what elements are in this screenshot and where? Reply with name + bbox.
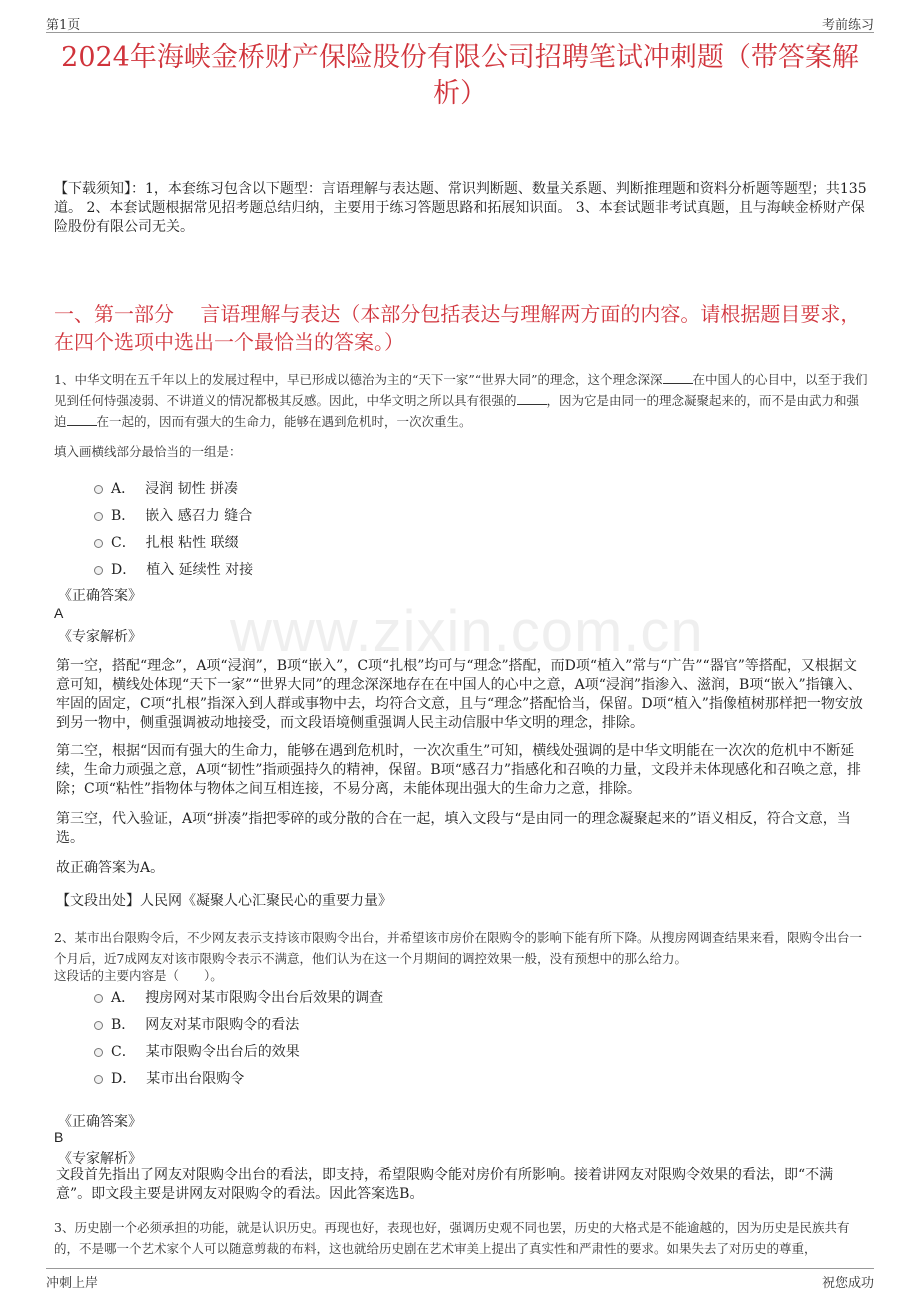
option-b[interactable]: B． 嵌入 感召力 缝合 (94, 501, 594, 528)
question-1-prompt: 填入画横线部分最恰当的一组是： (54, 444, 242, 459)
option-a[interactable]: A． 搜房网对某市限购令出台后效果的调查 (94, 983, 594, 1010)
footer-left: 冲刺上岸 (46, 1276, 99, 1291)
answer-label: 《正确答案》 (58, 588, 142, 604)
option-d[interactable]: D． 植入 延续性 对接 (94, 555, 594, 582)
download-notice: 【下载须知】：1，本套练习包含以下题型：言语理解与表达题、常识判断题、数量关系题、判断推理题和资料分析题等题型；共135道。 2、本套试题根据常见招考题总结归纳，主要用于练习答题思路和拓展知识面。 3、本套试题非考试真题，且与海峡金桥财产保险股份有限公司无关。 (54, 181, 867, 235)
blank-2 (517, 392, 547, 405)
analysis-label: 《专家解析》 (58, 629, 142, 645)
radio-icon[interactable] (94, 485, 103, 494)
option-c[interactable]: C． 扎根 粘性 联缀 (94, 528, 594, 555)
radio-icon[interactable] (94, 539, 103, 548)
radio-icon[interactable] (94, 566, 103, 575)
answer-label: 《正确答案》 (58, 1114, 142, 1130)
source-citation: 【文段出处】人民网《凝聚人心汇聚民心的重要力量》 (56, 893, 392, 909)
radio-icon[interactable] (94, 512, 103, 521)
option-b[interactable]: B． 网友对某市限购令的看法 (94, 1010, 594, 1037)
analysis-conclusion: 故正确答案为A。 (56, 860, 165, 876)
analysis-paragraph: 第二空，根据“因而有强大的生命力，能够在遇到危机时，一次次重生”可知，横线处强调的是中华文明能在一次次的危机中不断延续，生命力顽强之意，A项“韧性”指顽强持久的精神，保留。B项“感召力”指感化和召唤的力量，文段并未体现感化和召唤之意，排除；C项“粘性”指物体与物体之间互相连接，不易分离，未能体现出强大的生命力之意，排除。 (56, 743, 862, 797)
footer-right: 祝您成功 (821, 1276, 874, 1291)
radio-icon[interactable] (94, 994, 103, 1003)
page-footer (46, 1272, 874, 1290)
question-2-options (94, 983, 594, 1091)
answer-value: B (54, 1129, 64, 1145)
radio-icon[interactable] (94, 1075, 103, 1084)
page-header (46, 14, 874, 32)
section-title: 一、第一部分 言语理解与表达（本部分包括表达与理解两方面的内容。请根据题目要求，在四个选项中选出一个最恰当的答案。） (54, 302, 861, 354)
question-2-prompt: 这段话的主要内容是（ ）。 (54, 968, 223, 983)
watermark: www.zixin.com.cn (230, 599, 704, 664)
option-d[interactable]: D． 某市出台限购令 (94, 1064, 594, 1091)
analysis-paragraph: 第三空，代入验证，A项“拼凑”指把零碎的或分散的合在一起，填入文段与“是由同一的理念凝聚起来的”语义相反，符合文意，当选。 (56, 811, 851, 846)
option-c[interactable]: C． 某市限购令出台后的效果 (94, 1037, 594, 1064)
radio-icon[interactable] (94, 1021, 103, 1030)
radio-icon[interactable] (94, 1048, 103, 1057)
header-divider (46, 32, 874, 33)
answer-value: A (54, 605, 64, 621)
analysis-label: 《专家解析》 (58, 1151, 142, 1167)
question-3-stem: 3、历史剧一个必须承担的功能，就是认识历史。再现也好，表现也好，强调历史观不同也罢，历史的大格式是不能逾越的，因为历史是民族共有的，不是哪一个艺术家个人可以随意剪裁的布料，这也就给历史剧在艺术审美上提出了真实性和严肃性的要求。如果失去了对历史的尊重， (54, 1220, 850, 1256)
question-1-options (94, 474, 594, 582)
blank-1 (663, 371, 693, 384)
question-2-stem: 2、某市出台限购令后，不少网友表示支持该市限购令出台，并希望该市房价在限购令的影响下能有所下降。从搜房网调查结果来看，限购令出台一个月后，近7成网友对该市限购令表示不满意，他们认为在这一个月期间的调控效果一般，没有预想中的那么给力。 (54, 930, 862, 966)
option-a[interactable]: A． 浸润 韧性 拼凑 (94, 474, 594, 501)
blank-3 (67, 413, 97, 426)
header-tag: 考前练习 (821, 18, 874, 33)
analysis-paragraph: 文段首先指出了网友对限购令出台的看法，即支持，希望限购令能对房价有所影响。接着讲网友对限购令效果的看法，即“不满意”。即文段主要是讲网友对限购令的看法。因此答案选B。 (56, 1167, 834, 1202)
analysis-paragraph: 第一空，搭配“理念”，A项“浸润”，B项“嵌入”，C项“扎根”均可与“理念”搭配，而D项“植入”常与“广告”“器官”等搭配，又根据文意可知，横线处体现“天下一家”“世界大同”的理念深深地存在在中国人的心中之意，A项“浸润”指渗入、滋润，B项“嵌入”指镶入、牢固的固定，C项“扎根”指深入到人群或事物中去，均符合文意，且与“理念”搭配恰当，保留。D项“植入”指像植树那样把一物安放到另一物中，侧重强调被动地接受，而文段语境侧重强调人民主动信服中华文明的理念，排除。 (56, 658, 863, 731)
page-number: 第1页 (46, 18, 81, 33)
document-title: 2024年海峡金桥财产保险股份有限公司招聘笔试冲刺题（带答案解析） (61, 42, 859, 109)
question-1-stem: 1、中华文明在五千年以上的发展过程中，早已形成以德治为主的“天下一家”“世界大同”的理念，这个理念深深 在中国人的心目中，以至于我们见到任何恃强凌弱、不讲道义的情况都极其反感。因此，中华文明之所以具有很强的 ，因为它是由同一的理念凝聚起来的，而不是由武力和强迫 在一起的，因而有强大的生命力，能够在遇到危机时，一次次重生。 (54, 372, 868, 429)
footer-divider (46, 1268, 874, 1269)
